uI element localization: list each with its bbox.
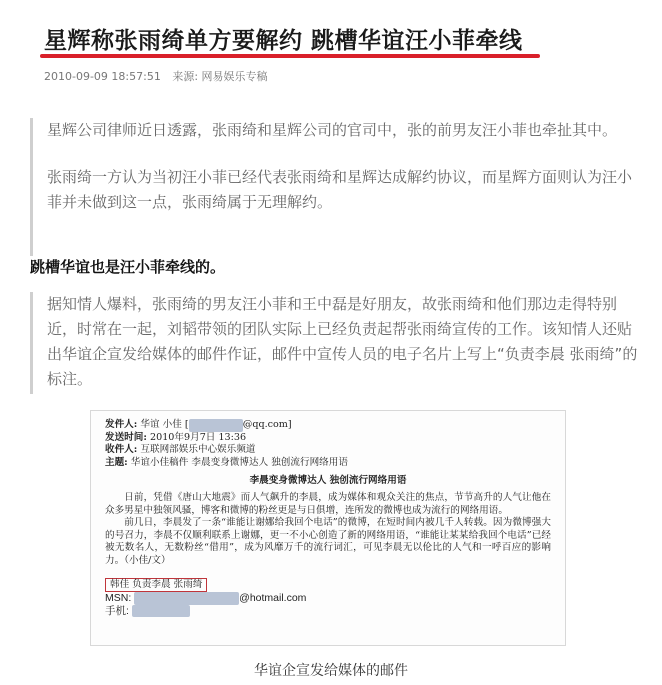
redacted-msn <box>134 592 239 605</box>
email-screenshot-image <box>90 410 566 646</box>
signature-highlight-box: 韩佳 负责李晨 张雨绮 <box>105 578 207 593</box>
quote-block-2 <box>30 292 642 394</box>
quote-block-1 <box>30 118 642 256</box>
article-meta <box>44 68 276 84</box>
image-caption: 华谊企宣发给媒体的邮件 <box>254 663 408 679</box>
quote-paragraph: 据知情人爆料，张雨绮的男友汪小菲和王中磊是好朋友，故张雨绮和他们那边走得特别近，时常在一起，刘韬带领的团队实际上已经负责起帮张雨绮宣传的工作。该知情人还贴出华谊企宣发给媒体的邮件作证，邮件中宣传人员的电子名片上写上“负责李晨 张雨绮”的标注。 <box>47 295 638 388</box>
title-underline <box>40 54 540 58</box>
email-body-paragraph: 前几日，李晨发了一条“谁能让谢娜给我回个电话”的微博，在短时间内被几千人转载。因为微博强大的号召力，李晨不仅顺利联系上谢娜，更一不小心创造了新的网络用语，“谁能让某某给我回个电话”已经被无数名人，无数粉丝“借用”，成为风靡万千的流行词汇，可见李晨无以伦比的人气和一呼百应的影响力。（小佳/文） <box>105 517 551 566</box>
email-recipient-row: 收件人: 互联网部娱乐中心娱乐频道 <box>105 444 256 456</box>
quote-paragraph: 星辉公司律师近日透露，张雨绮和星辉公司的官司中，张的前男友汪小菲也牵扯其中。 <box>47 121 618 139</box>
section-subheading: 跳槽华谊也是汪小菲牵线的。 <box>30 258 226 276</box>
email-body-title: 李晨变身微博达人 独创流行网络用语 <box>249 475 407 487</box>
msn-line: MSN: @hotmail.com <box>105 592 307 605</box>
redacted-email <box>189 419 243 432</box>
article-source: 来源: 网易娱乐专稿 <box>172 70 268 83</box>
email-subject-row: 主题: 华谊小佳稿件 李晨变身微博达人 独创流行网络用语 <box>105 456 348 468</box>
email-sender-row: 发件人: 华谊 小佳 [ @qq.com] <box>105 419 292 430</box>
publish-datetime: 2010-09-09 18:57:51 <box>44 70 161 83</box>
redacted-phone <box>132 605 190 618</box>
phone-line: 手机: <box>105 605 551 618</box>
email-body-paragraph: 日前，凭借《唐山大地震》而人气飙升的李晨，成为媒体和观众关注的焦点，节节高升的人气让他在众多男星中独领风骚，博客和微博的粉丝更是与日俱增，连所发的微博也成为流行的网络用语。 <box>105 491 551 516</box>
article-title: 星辉称张雨绮单方要解约 跳槽华谊汪小菲牵线 <box>44 28 523 54</box>
quote-paragraph: 张雨绮一方认为当初汪小菲已经代表张雨绮和星辉达成解约协议，而星辉方面则认为汪小菲并未做到这一点，张雨绮属于无理解约。 <box>47 168 633 211</box>
email-time-row: 发送时间: 2010年9月7日 13:36 <box>105 431 247 443</box>
